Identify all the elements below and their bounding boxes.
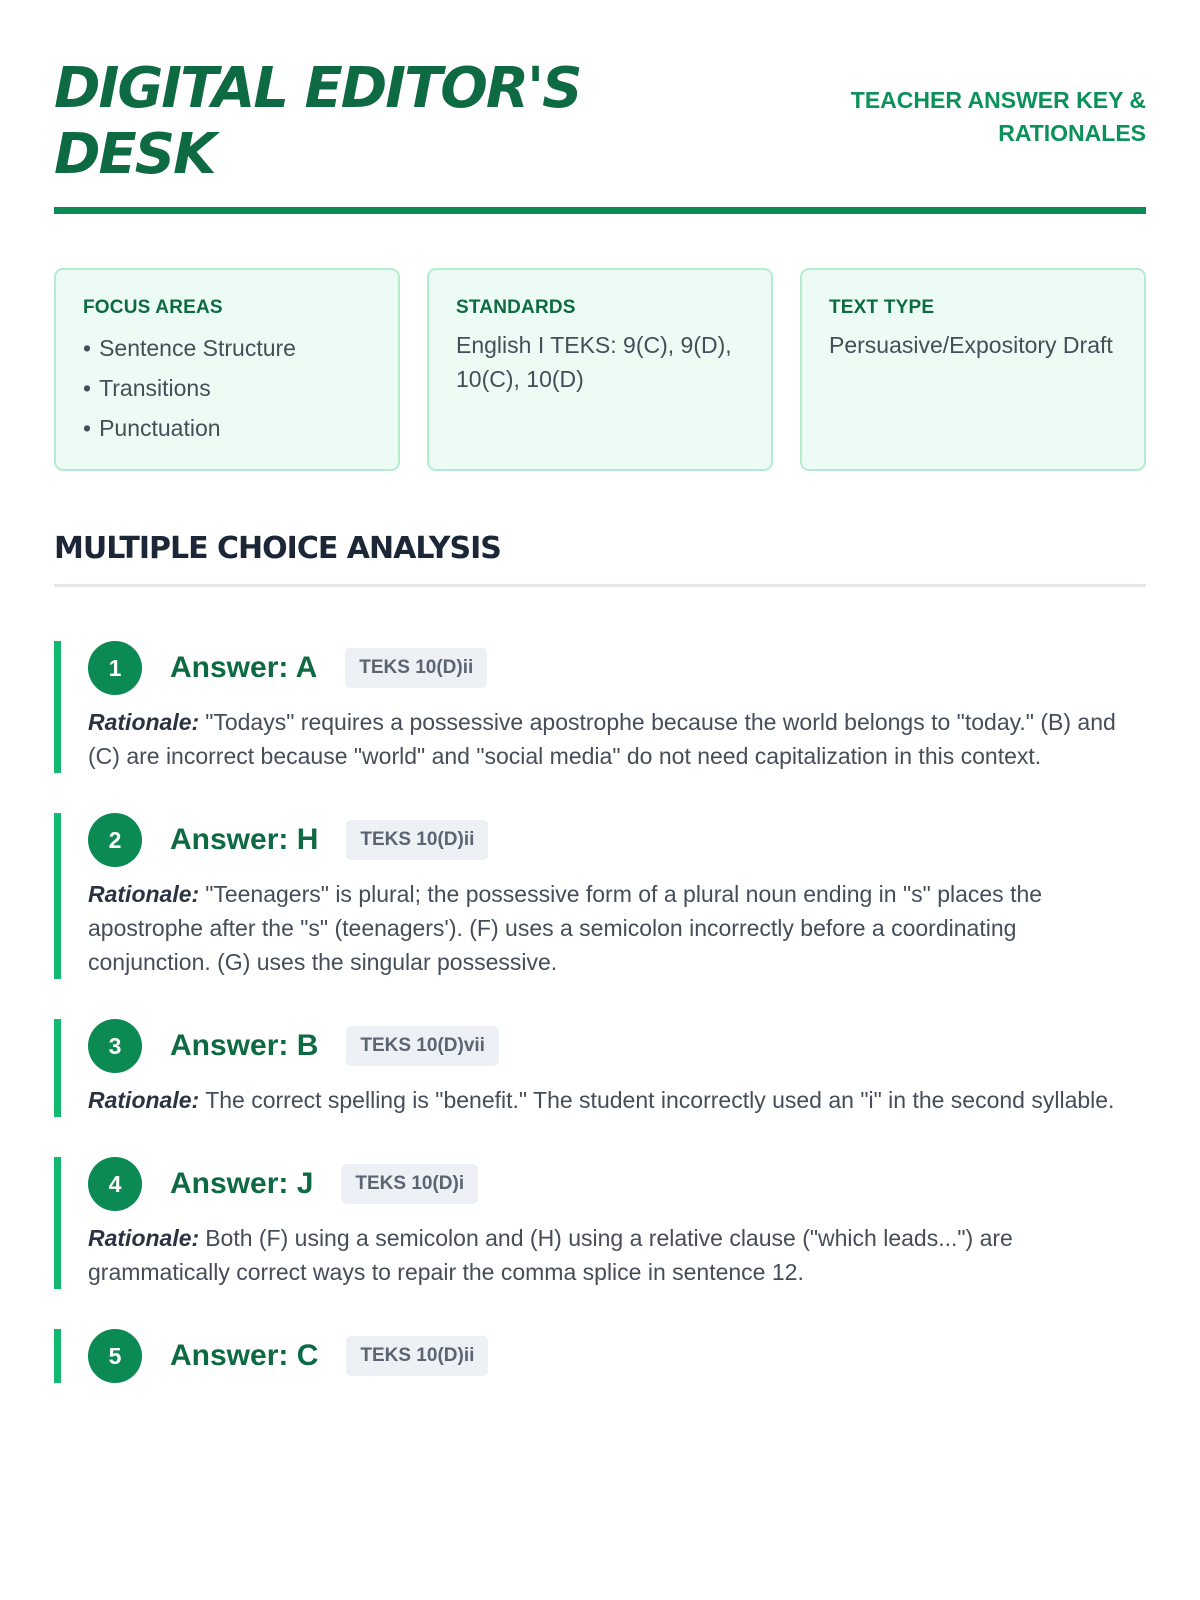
answer-item [54, 1157, 1146, 1289]
answer-label: Answer: H [170, 823, 319, 856]
teks-badge: TEKS 10(D)i [341, 1164, 478, 1204]
standards-card [427, 268, 773, 471]
answer-label: Answer: J [170, 1167, 314, 1200]
page-header [54, 0, 1146, 214]
focus-areas-list [83, 328, 371, 448]
standards-text: English I TEKS: 9(C), 9(D), 10(C), 10(D) [456, 332, 732, 392]
answer-item [54, 1329, 1146, 1383]
info-cards [54, 268, 1146, 471]
rationale-label: Rationale: [88, 881, 200, 907]
answer-label: Answer: C [170, 1339, 319, 1372]
answer-header [88, 1019, 1146, 1073]
answer-header [88, 1329, 1146, 1383]
question-number-badge: 4 [88, 1157, 142, 1211]
rationale-text: "Todays" requires a possessive apostrophe because the world belongs to "today." (B) and (C) are incorrect because "world" and "social media" do not need capitalization in this context. [88, 709, 1116, 769]
answer-header [88, 641, 1146, 695]
list-item: • Sentence Structure [83, 328, 371, 368]
answer-item [54, 813, 1146, 979]
text-type-text: Persuasive/Expository Draft [829, 332, 1113, 358]
focus-areas-card [54, 268, 400, 471]
list-item: • Punctuation [83, 408, 371, 448]
card-title: TEXT TYPE [829, 297, 935, 318]
rationale [88, 705, 1128, 773]
section-title: MULTIPLE CHOICE ANALYSIS [54, 531, 1146, 587]
answer-header [88, 813, 1146, 867]
list-item: • Transitions [83, 368, 371, 408]
teks-badge: TEKS 10(D)vii [346, 1026, 499, 1066]
page-subtitle: TEACHER ANSWER KEY & RATIONALES [850, 87, 1146, 146]
answer-list [54, 641, 1146, 1383]
teks-badge: TEKS 10(D)ii [346, 820, 488, 860]
card-title: FOCUS AREAS [83, 297, 223, 318]
answer-item [54, 641, 1146, 773]
rationale-text: Both (F) using a semicolon and (H) using a relative clause ("which leads...") are grammatically correct ways to repair the comma splice in sentence 12. [88, 1225, 1013, 1285]
teks-badge: TEKS 10(D)ii [345, 648, 487, 688]
rationale [88, 1083, 1128, 1117]
page-title: DIGITAL EDITOR'S DESK [54, 56, 581, 187]
question-number-badge: 5 [88, 1329, 142, 1383]
answer-label: Answer: A [170, 651, 318, 684]
rationale-label: Rationale: [88, 709, 200, 735]
card-title: STANDARDS [456, 297, 576, 318]
rationale-label: Rationale: [88, 1225, 200, 1251]
question-number-badge: 1 [88, 641, 142, 695]
rationale-text: "Teenagers" is plural; the possessive form of a plural noun ending in "s" places the apostrophe after the "s" (teenagers'). (F) uses a semicolon incorrectly before a coordinating conjunction. (G) uses the singular possessive. [88, 881, 1043, 975]
rationale-label: Rationale: [88, 1087, 200, 1113]
answer-item [54, 1019, 1146, 1117]
answer-header [88, 1157, 1146, 1211]
question-number-badge: 3 [88, 1019, 142, 1073]
text-type-card [800, 268, 1146, 471]
answer-label: Answer: B [170, 1029, 319, 1062]
rationale-text: The correct spelling is "benefit." The student incorrectly used an "i" in the second syllable. [205, 1087, 1115, 1113]
rationale [88, 1221, 1128, 1289]
rationale [88, 877, 1128, 979]
question-number-badge: 2 [88, 813, 142, 867]
teks-badge: TEKS 10(D)ii [346, 1336, 488, 1376]
